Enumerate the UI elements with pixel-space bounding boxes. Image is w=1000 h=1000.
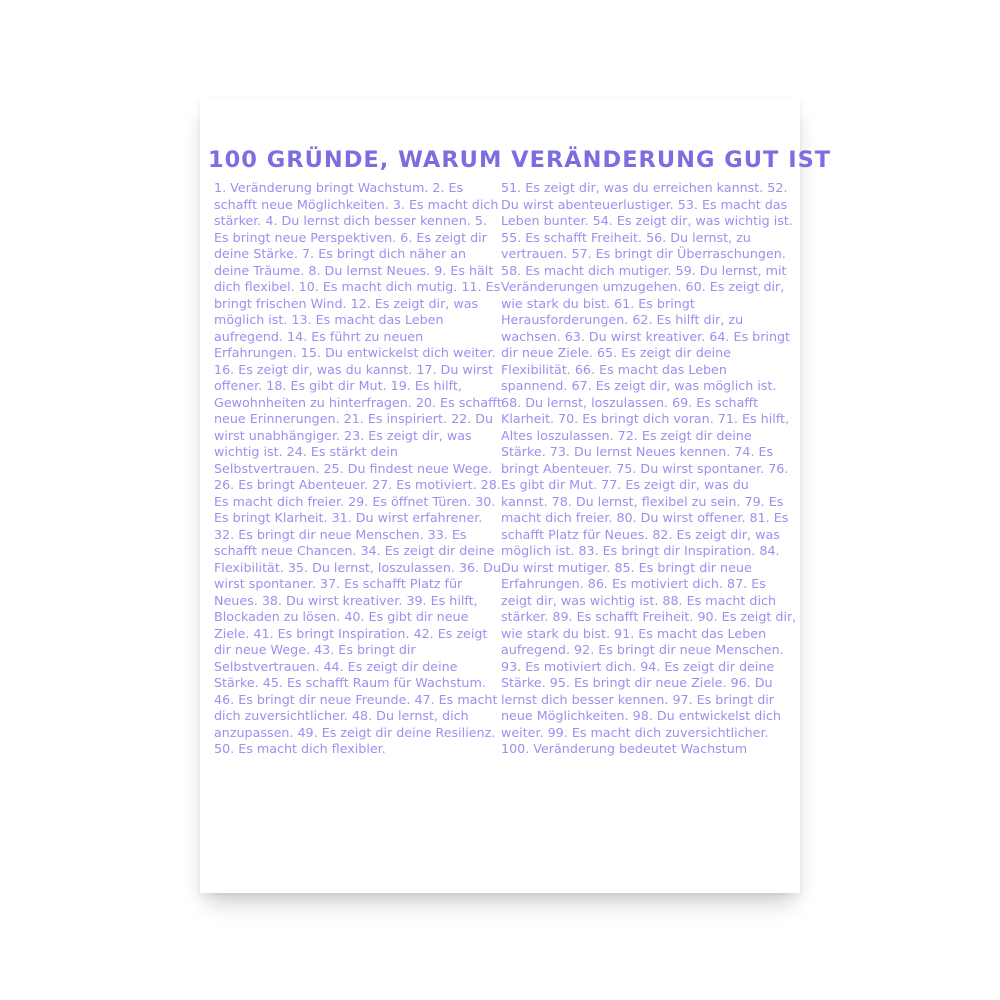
- poster-title: 100 GRÜNDE, WARUM VERÄNDERUNG GUT IST: [208, 147, 832, 173]
- reasons-column-left: 1. Veränderung bringt Wachstum. 2. Es schafft neue Möglichkeiten. 3. Es macht dich stärker. 4. Du lernst dich besser kennen. 5. Es bringt neue Perspektiven. 6. Es zeigt dir deine Stärke. 7. Es bringt dich näher an deine Träume. 8. Du lernst Neues. 9. Es hält dich flexibel. 10. Es macht dich mutig. 11. Es bringt frischen Wind. 12. Es zeigt dir, was möglich ist. 13. Es macht das Leben aufregend. 14. Es führt zu neuen Erfahrungen. 15. Du entwickelst dich weiter. 16. Es zeigt dir, was du kannst. 17. Du wirst offener. 18. Es gibt dir Mut. 19. Es hilft, Gewohnheiten zu hinterfragen. 20. Es schafft neue Erinnerungen. 21. Es inspiriert. 22. Du wirst unabhängiger. 23. Es zeigt dir, was wichtig ist. 24. Es stärkt dein Selbstvertrauen. 25. Du findest neue Wege. 26. Es bringt Abenteuer. 27. Es motiviert. 28. Es macht dich freier. 29. Es öffnet Türen. 30. Es bringt Klarheit. 31. Du wirst erfahrener. 32. Es bringt dir neue Menschen. 33. Es schafft neue Chancen. 34. Es zeigt dir deine Flexibilität. 35. Du lernst, loszulassen. 36. Du wirst spontaner. 37. Es schafft Platz für Neues. 38. Du wirst kreativer. 39. Es hilft, Blockaden zu lösen. 40. Es gibt dir neue Ziele. 41. Es bringt Inspiration. 42. Es zeigt dir neue Wege. 43. Es bringt dir Selbstvertrauen. 44. Es zeigt dir deine Stärke. 45. Es schafft Raum für Wachstum. 46. Es bringt dir neue Freunde. 47. Es macht dich zuversichtlicher. 48. Du lernst, dich anzupassen. 49. Es zeigt dir deine Resilienz. 50. Es macht dich flexibler.: [214, 180, 502, 756]
- poster-sheet: [200, 98, 832, 893]
- reasons-column-right: 51. Es zeigt dir, was du erreichen kannst. 52. Du wirst abenteuerlustiger. 53. Es macht das Leben bunter. 54. Es zeigt dir, was wichtig ist. 55. Es schafft Freiheit. 56. Du lernst, zu vertrauen. 57. Es bringt dir Überraschungen. 58. Es macht dich mutiger. 59. Du lernst, mit Veränderungen umzugehen. 60. Es zeigt dir, wie stark du bist. 61. Es bringt Herausforderungen. 62. Es hilft dir, zu wachsen. 63. Du wirst kreativer. 64. Es bringt dir neue Ziele. 65. Es zeigt dir deine Flexibilität. 66. Es macht das Leben spannend. 67. Es zeigt dir, was möglich ist. 68. Du lernst, loszulassen. 69. Es schafft Klarheit. 70. Es bringt dich voran. 71. Es hilft, Altes loszulassen. 72. Es zeigt dir deine Stärke. 73. Du lernst Neues kennen. 74. Es bringt Abenteuer. 75. Du wirst spontaner. 76. Es gibt dir Mut. 77. Es zeigt dir, was du kannst. 78. Du lernst, flexibel zu sein. 79. Es macht dich freier. 80. Du wirst offener. 81. Es schafft Platz für Neues. 82. Es zeigt dir, was möglich ist. 83. Es bringt dir Inspiration. 84. Du wirst mutiger. 85. Es bringt dir neue Erfahrungen. 86. Es motiviert dich. 87. Es zeigt dir, was wichtig ist. 88. Es macht dich stärker. 89. Es schafft Freiheit. 90. Es zeigt dir, wie stark du bist. 91. Es macht das Leben aufregend. 92. Es bringt dir neue Menschen. 93. Es motiviert dich. 94. Es zeigt dir deine Stärke. 95. Es bringt dir neue Ziele. 96. Du lernst dich besser kennen. 97. Es bringt dir neue Möglichkeiten. 98. Du entwickelst dich weiter. 99. Es macht dich zuversichtlicher. 100. Veränderung bedeutet Wachstum: [501, 180, 797, 756]
